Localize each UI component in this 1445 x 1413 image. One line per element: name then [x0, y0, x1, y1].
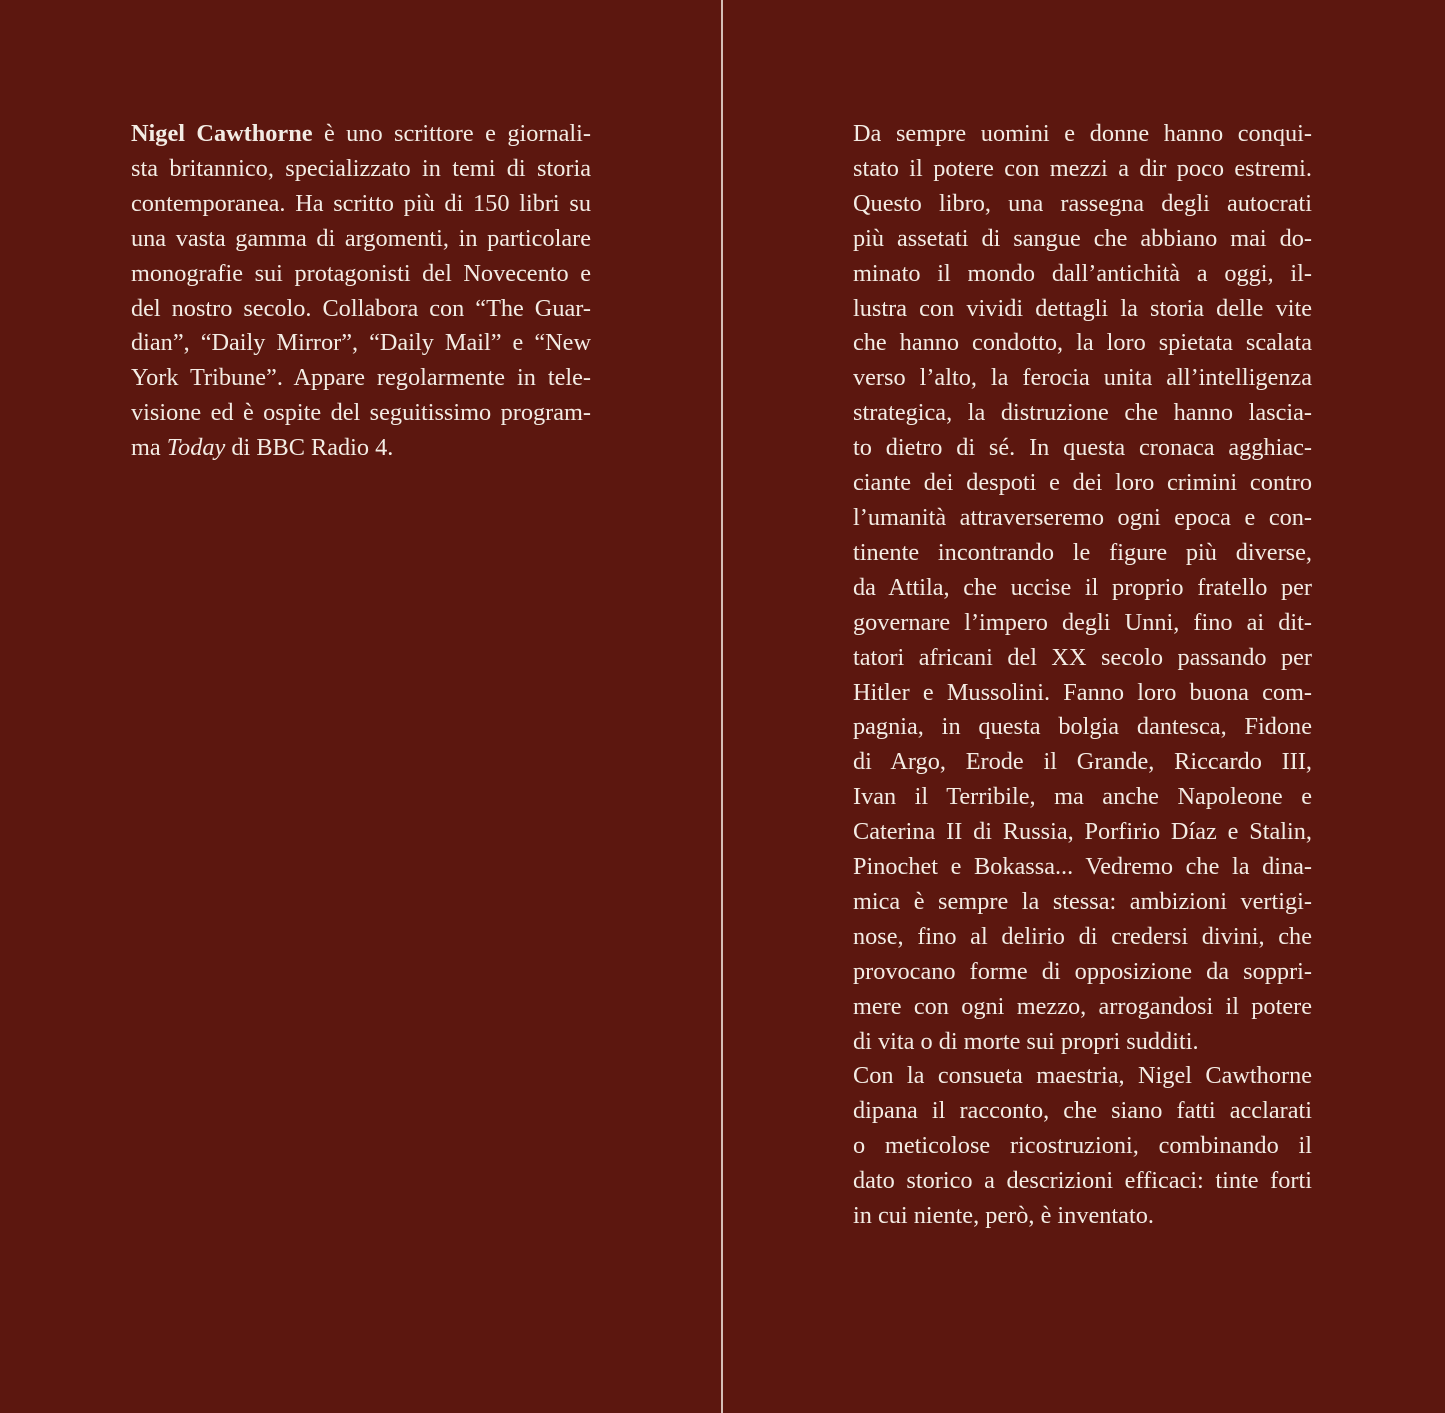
- blurb-line: ciante dei despoti e dei loro crimini contro: [853, 469, 1312, 497]
- blurb-line: stato il potere con mezzi a dir poco estremi.: [853, 154, 1312, 182]
- bio-line: una vasta gamma di argomenti, in particolare: [131, 224, 591, 252]
- bio-line: monografie sui protagonisti del Novecento e: [131, 259, 591, 287]
- blurb-line: Questo libro, una rassegna degli autocrati: [853, 189, 1312, 217]
- blurb-line: di Argo, Erode il Grande, Riccardo III,: [853, 748, 1312, 776]
- blurb-line: di vita o di morte sui propri sudditi.: [853, 1027, 1199, 1055]
- blurb-line: in cui niente, però, è inventato.: [853, 1202, 1154, 1230]
- bio-line: sta britannico, specializzato in temi di storia: [131, 154, 591, 182]
- blurb-line: tinente incontrando le figure più diverse,: [853, 538, 1312, 566]
- blurb-line: Hitler e Mussolini. Fanno loro buona com-: [853, 678, 1312, 706]
- blurb-line: l’umanità attraverseremo ogni epoca e con-: [853, 503, 1312, 531]
- blurb-line: lustra con vividi dettagli la storia delle vite: [853, 294, 1312, 322]
- blurb-line: Pinochet e Bokassa... Vedremo che la dina-: [853, 853, 1312, 881]
- program-title: Today: [166, 434, 226, 462]
- blurb-line: nose, fino al delirio di credersi divini, che: [853, 922, 1312, 950]
- bio-line: del nostro secolo. Collabora con “The Guar-: [131, 294, 591, 322]
- bio-line: York Tribune”. Appare regolarmente in tele-: [131, 364, 591, 392]
- blurb-line: mere con ogni mezzo, arrogandosi il potere: [853, 992, 1312, 1020]
- blurb-line: governare l’impero degli Unni, fino ai dit-: [853, 608, 1312, 636]
- blurb-line: provocano forme di opposizione da soppri-: [853, 957, 1312, 985]
- book-blurb: [853, 117, 1312, 1234]
- blurb-line: mica è sempre la stessa: ambizioni vertigi-: [853, 887, 1312, 915]
- bio-line: visione ed è ospite del seguitissimo program-: [131, 399, 591, 427]
- blurb-line: pagnia, in questa bolgia dantesca, Fidone: [853, 713, 1312, 741]
- bio-line: contemporanea. Ha scritto più di 150 libri su: [131, 189, 591, 217]
- blurb-line: Caterina II di Russia, Porfirio Díaz e Stalin,: [853, 818, 1312, 846]
- right-flap: [723, 0, 1445, 1413]
- bio-line: Nigel Cawthorne è uno scrittore e giornali-: [131, 120, 591, 147]
- blurb-line: verso l’alto, la ferocia unita all’intelligenza: [853, 364, 1312, 392]
- author-name: Nigel Cawthorne: [131, 120, 313, 147]
- blurb-line: più assetati di sangue che abbiano mai do-: [853, 224, 1312, 252]
- left-flap: [0, 0, 721, 1413]
- blurb-line: che hanno condotto, la loro spietata scalata: [853, 329, 1312, 357]
- blurb-line: Ivan il Terribile, ma anche Napoleone e: [853, 783, 1312, 811]
- bio-line: dian”, “Daily Mirror”, “Daily Mail” e “New: [131, 329, 591, 357]
- blurb-line: minato il mondo dall’antichità a oggi, il-: [853, 259, 1312, 287]
- blurb-line: Con la consueta maestria, Nigel Cawthorne: [853, 1062, 1312, 1090]
- blurb-line: to dietro di sé. In questa cronaca agghiac-: [853, 434, 1312, 462]
- blurb-line: da Attila, che uccise il proprio fratello per: [853, 573, 1312, 601]
- blurb-line: strategica, la distruzione che hanno lascia-: [853, 399, 1312, 427]
- blurb-line: Da sempre uomini e donne hanno conqui-: [853, 120, 1312, 147]
- blurb-line: o meticolose ricostruzioni, combinando il: [853, 1132, 1312, 1160]
- blurb-line: dato storico a descrizioni efficaci: tinte forti: [853, 1167, 1312, 1195]
- blurb-line: tatori africani del XX secolo passando per: [853, 643, 1312, 671]
- author-bio: [131, 117, 591, 466]
- bio-line: ma Today di BBC Radio 4.: [131, 434, 394, 462]
- blurb-line: dipana il racconto, che siano fatti acclarati: [853, 1097, 1312, 1125]
